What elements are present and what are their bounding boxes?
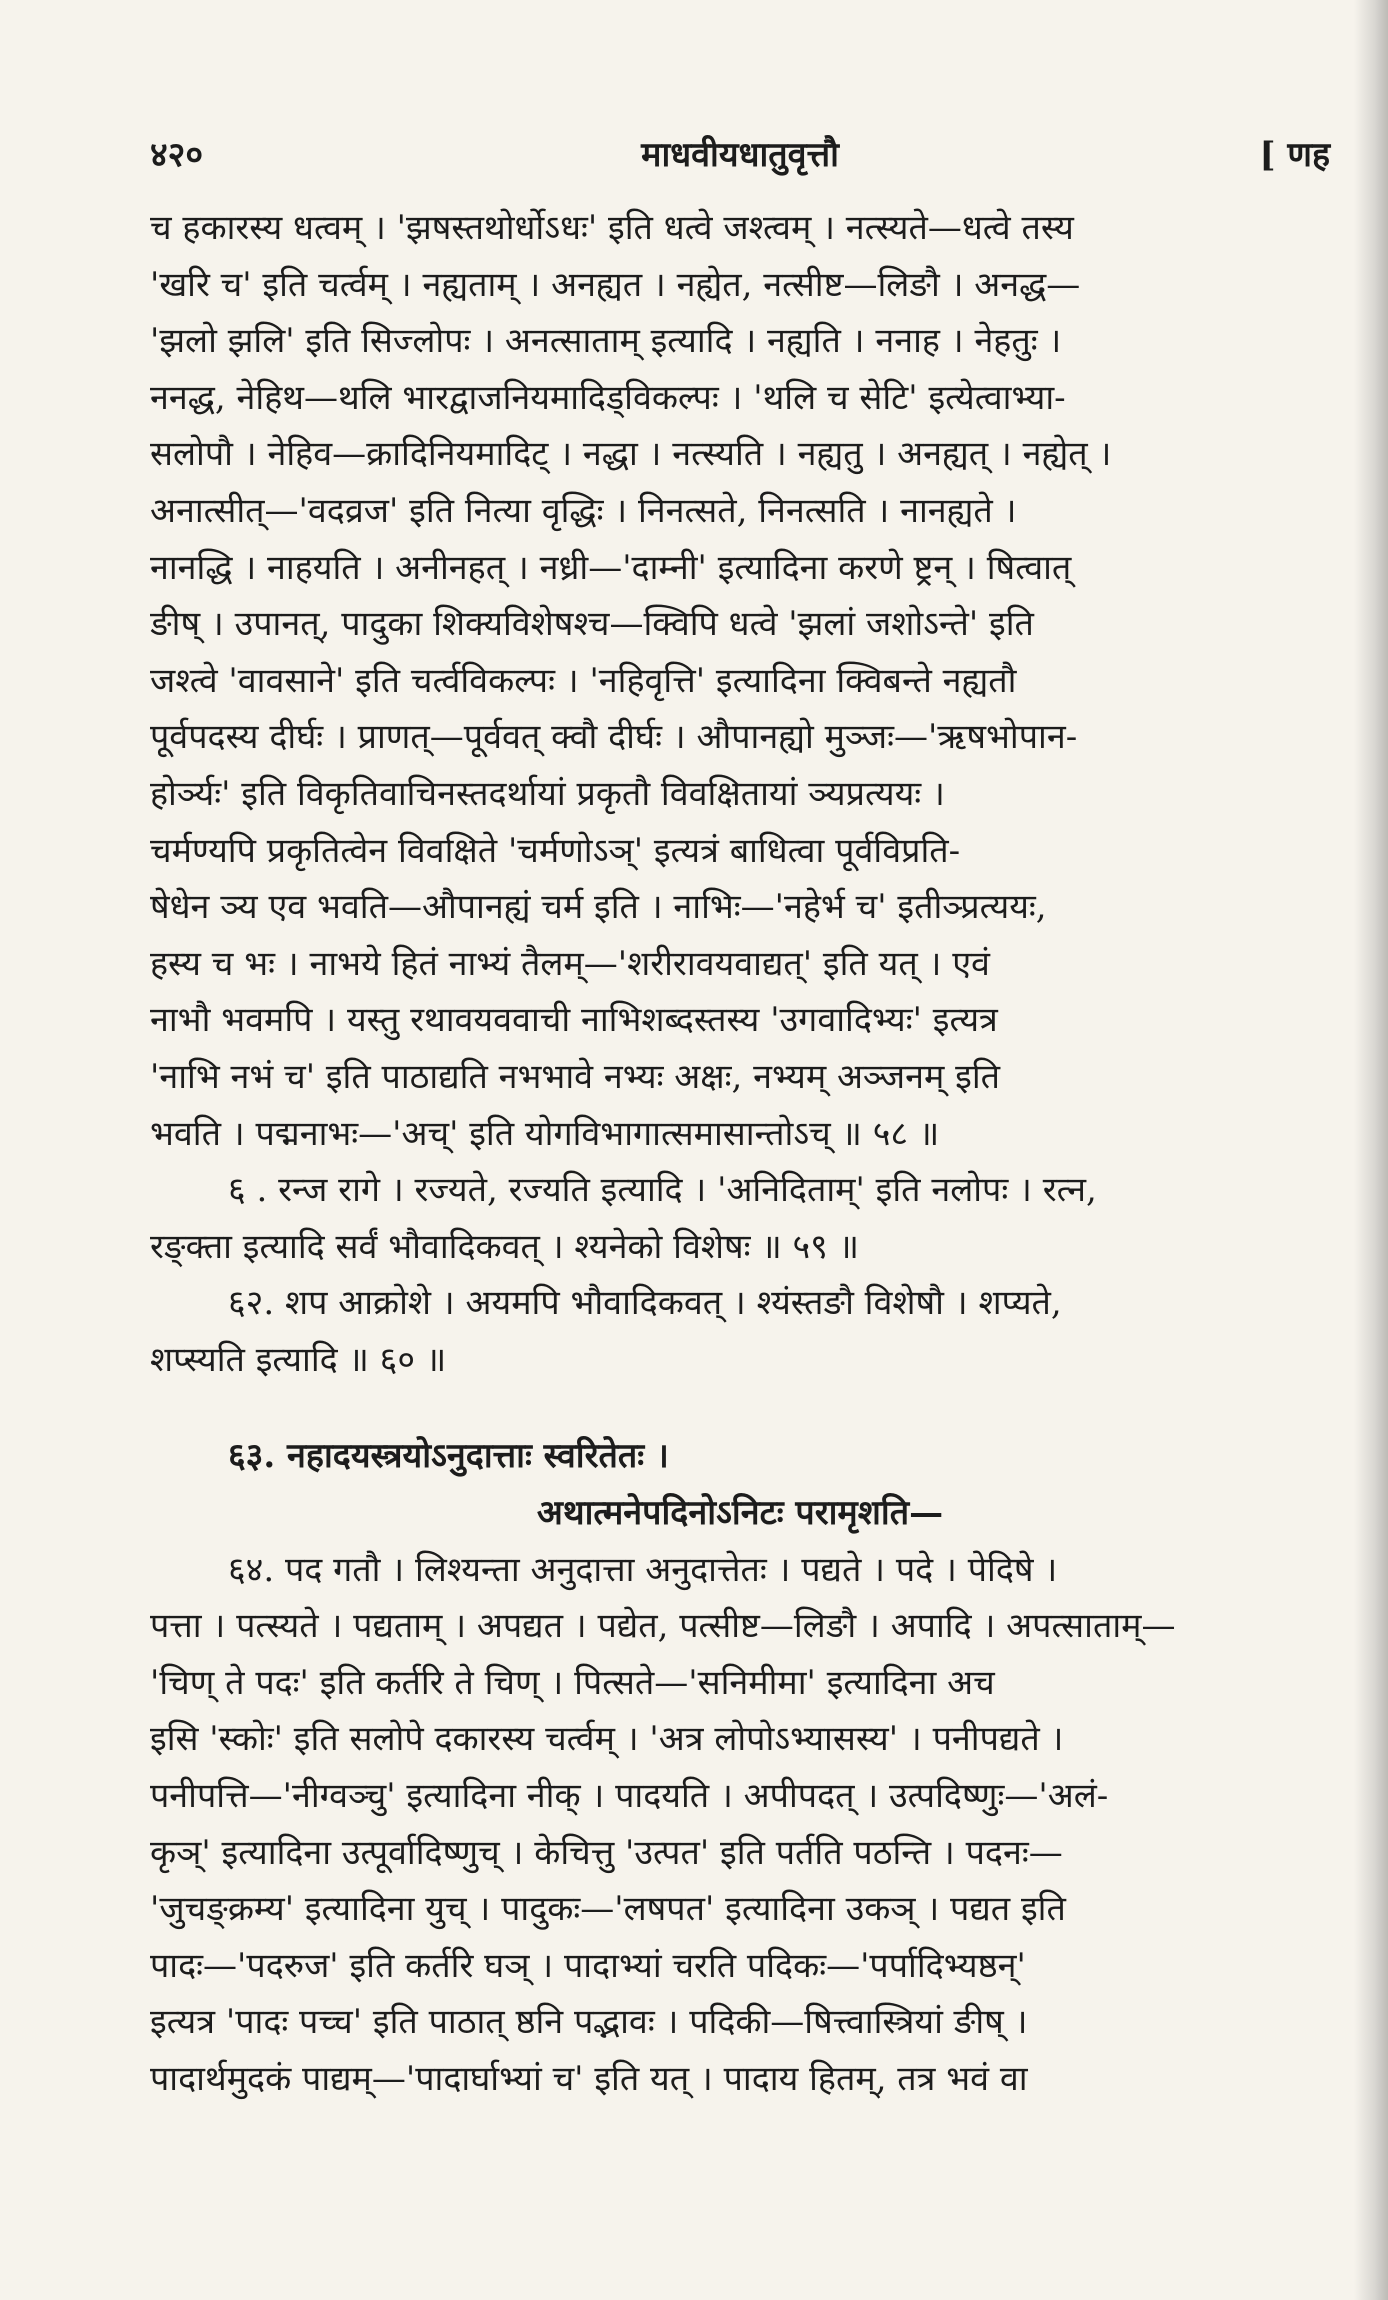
text-line: कृञ्' इत्यादिना उत्पूर्वादिष्णुच् । केचित्तु 'उत्पत' इति पर्तति पठन्ति । पदनः— xyxy=(150,1832,1063,1873)
text-line: सलोपौ । नेहिव—क्रादिनियमादिट् । नद्धा । नत्स्यति । नह्यतु । अनह्यत् । नह्येत् । xyxy=(150,434,1112,475)
text-line: जश्त्वे 'वावसाने' इति चर्त्वविकल्पः । 'नहिवृत्ति' इत्यादिना क्विबन्ते नह्यतौ xyxy=(150,660,1017,701)
text-line: पादः—'पदरुज' इति कर्तरि घञ् । पादाभ्यां चरति पदिकः—'पर्पादिभ्यष्ठन्' xyxy=(150,1945,1026,1986)
text-line: 'चिण् ते पदः' इति कर्तरि ते चिण् । पित्सते—'सनिमीमा' इत्यादिना अच xyxy=(150,1662,995,1703)
page-number: ४२० xyxy=(150,135,204,175)
text-line: अनात्सीत्—'वदव्रज' इति नित्या वृद्धिः । निनत्सते, निनत्सति । नानह्यते । xyxy=(150,490,1017,531)
paragraph-gap xyxy=(150,1388,1330,1428)
text-line: ६३. नहादयस्त्रयोऽनुदात्ताः स्वरितेतः । xyxy=(228,1436,669,1477)
text-line: इसि 'स्कोः' इति सलोपे दकारस्य चर्त्वम् । 'अत्र लोपोऽभ्यासस्य' । पनीपद्यते । xyxy=(150,1719,1064,1760)
text-line: पत्ता । पत्स्यते । पद्यताम् । अपद्यत । पद्येत, पत्सीष्ट—लिङौ । अपादि । अपत्साताम्— xyxy=(150,1606,1176,1647)
text-line: ६२. शप आक्रोशे । अयमपि भौवादिकवत् । श्यंस्तङौ विशेषौ । शप्यते, xyxy=(228,1283,1062,1324)
text-line: पूर्वपदस्य दीर्घः । प्राणत्—पूर्ववत् क्वौ दीर्घः । औपानह्यो मुञ्जः—'ऋषभोपान- xyxy=(150,717,1078,758)
text-line: इत्यत्र 'पादः पच्च' इति पाठात् ष्ठनि पद्भावः । पदिकी—षित्त्वास्त्रियां ङीष् । xyxy=(150,2002,1028,2043)
section-marker: [ णह xyxy=(1259,135,1330,175)
text-line: भवति । पद्मनाभः—'अच्' इति योगविभागात्समासान्तोऽच् ॥ ५८ ॥ xyxy=(150,1113,940,1154)
document-page xyxy=(150,130,1330,2108)
text-line: नानद्धि । नाहयति । अनीनहत् । नध्री—'दाम्नी' इत्यादिना करणे ष्ट्रन् । षित्वात् xyxy=(150,547,1072,588)
text-line: शप्स्यति इत्यादि ॥ ६० ॥ xyxy=(150,1339,447,1380)
running-header xyxy=(150,130,1330,200)
text-line: पादार्थमुदकं पाद्यम्—'पादार्घाभ्यां च' इति यत् । पादाय हितम्, तत्र भवं वा xyxy=(150,2059,1028,2099)
text-line: चर्मण्यपि प्रकृतित्वेन विवक्षिते 'चर्मणोऽञ्' इत्यत्रं बाधित्वा पूर्वविप्रति- xyxy=(150,830,961,871)
text-line: च हकारस्य धत्वम् । 'झषस्तथोर्धोऽधः' इति धत्वे जश्त्वम् । नत्स्यते—धत्वे तस्य xyxy=(150,208,1074,248)
text-line: ननद्ध, नेहिथ—थलि भारद्वाजनियमादिड्विकल्पः । 'थलि च सेटि' इत्येत्वाभ्या- xyxy=(150,377,1066,418)
text-line: पनीपत्ति—'नीग्वञ्चु' इत्यादिना नीक् । पादयति । अपीपदत् । उत्पदिष्णुः—'अलं- xyxy=(150,1776,1109,1817)
text-line: नाभौ भवमपि । यस्तु रथावयववाची नाभिशब्दस्तस्य 'उगवादिभ्यः' इत्यत्र xyxy=(150,1000,998,1041)
running-title: माधवीयधातुवृत्तौ xyxy=(641,135,839,175)
text-line: रङ्क्ता इत्यादि सर्वं भौवादिकवत् । श्यनेको विशेषः ॥ ५९ ॥ xyxy=(150,1226,860,1267)
page-edge-shadow xyxy=(1354,0,1388,2300)
text-line: हस्य च भः । नाभये हितं नाभ्यं तैलम्—'शरीरावयवाद्यत्' इति यत् । एवं xyxy=(150,943,990,984)
page-body xyxy=(150,200,1330,2108)
text-line: 'खरि च' इति चर्त्वम् । नह्यताम् । अनह्यत । नह्येत, नत्सीष्ट—लिङौ । अनद्ध— xyxy=(150,264,1081,305)
text-line: 'नाभि नभं च' इति पाठाद्यति नभभावे नभ्यः अक्षः, नभ्यम् अञ्जनम् इति xyxy=(150,1056,1001,1097)
text-line: अथात्मनेपदिनोऽनिटः परामृशति— xyxy=(536,1493,944,1534)
text-line: ६ . रन्ज रागे । रज्यते, रज्यति इत्यादि । 'अनिदिताम्' इति नलोपः । रत्न, xyxy=(228,1170,1097,1211)
text-line: ङीष् । उपानत्, पादुका शिक्यविशेषश्च—क्विपि धत्वे 'झलां जशोऽन्ते' इति xyxy=(150,604,1034,645)
text-line: षेधेन ञ्य एव भवति—औपानह्यं चर्म इति । नाभिः—'नहेर्भ च' इतीञ्प्रत्ययः, xyxy=(150,887,1047,928)
text-line: ६४. पद गतौ । लिश्यन्ता अनुदात्ता अनुदात्तेतः । पद्यते । पदे । पेदिषे । xyxy=(228,1549,1058,1590)
text-line: होर्ञ्यः' इति विकृतिवाचिनस्तदर्थायां प्रकृतौ विवक्षितायां ञ्यप्रत्ययः । xyxy=(150,773,945,814)
text-line: 'जुचङ्क्रम्य' इत्यादिना युच् । पादुकः—'लषपत' इत्यादिना उकञ् । पद्यत इति xyxy=(150,1889,1066,1930)
text-line: 'झलो झलि' इति सिज्लोपः । अनत्साताम् इत्यादि । नह्यति । ननाह । नेहतुः । xyxy=(150,321,1062,362)
